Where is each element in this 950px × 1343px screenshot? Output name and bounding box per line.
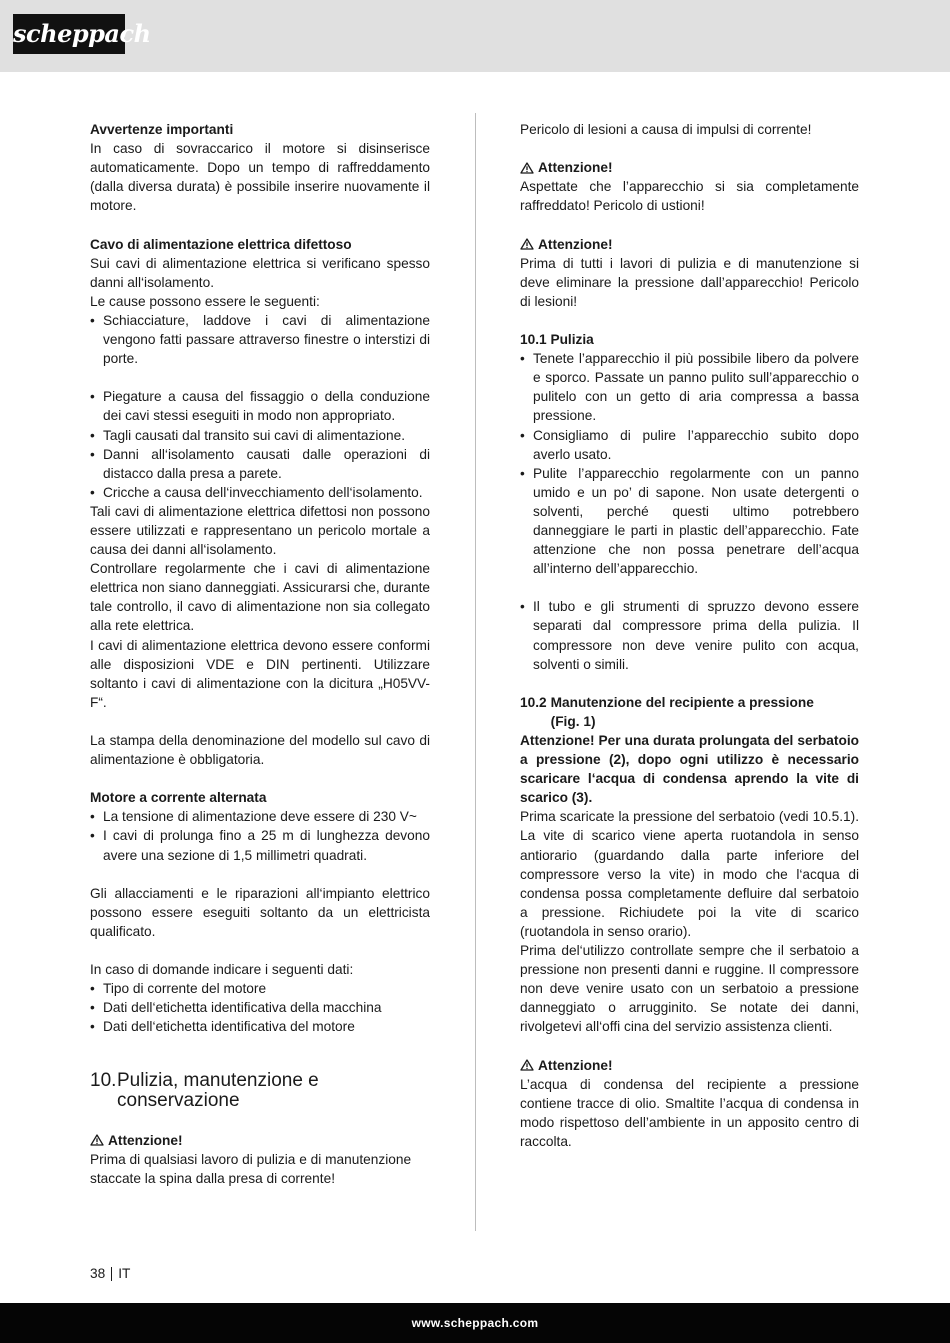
list-item: • Dati dell‘etichetta identificativa della macchina <box>90 998 430 1017</box>
important-text: In caso di sovraccarico il motore si disinserisce automaticamente. Dopo un tempo di raffreddamento (dalla diversa durata) è possibile inserire nuovamente il motore. <box>90 141 430 214</box>
list-item: • Tipo di corrente del motore <box>90 979 430 998</box>
maintenance-title <box>520 693 859 731</box>
warning-text: L’acqua di condensa del recipiente a pressione contiene tracce di olio. Smaltite l’acqua di condensa in modo rispettoso dell’ambiente in un apposito centro di raccolta. <box>520 1076 859 1149</box>
right-column <box>520 120 859 1151</box>
list-item: • Dati dell‘etichetta identificativa del motore <box>90 1017 430 1036</box>
warning-label: Attenzione! <box>538 160 613 176</box>
cable-para-4: La stampa della denominazione del modello sul cavo di alimentazione è obbligatoria. <box>90 733 430 768</box>
cable-title: Cavo di alimentazione elettrica difettoso <box>90 236 352 252</box>
ac-motor-para-1: Gli allacciamenti e le riparazioni all‘impianto elettrico possono essere eseguiti soltanto da un elettricista qualificato. <box>90 885 430 939</box>
warning-heading <box>520 1056 859 1075</box>
ac-motor-para-2: In caso di domande indicare i seguenti dati: <box>90 962 354 978</box>
warning-triangle-icon <box>90 1134 104 1146</box>
section-title-line-2: conservazione <box>117 1089 240 1111</box>
subsection-number: 10.2 <box>520 694 547 710</box>
warning-text: Aspettate che l’apparecchio si sia completamente raffreddato! Pericolo di ustioni! <box>520 179 859 214</box>
important-title: Avvertenze importanti <box>90 122 234 137</box>
cleaning-title: 10.1 Pulizia <box>520 332 594 348</box>
warning-heading <box>520 235 859 254</box>
right-intro: Pericolo di lesioni a causa di impulsi di corrente! <box>520 122 812 137</box>
cable-para-2: Controllare regolarmente che i cavi di alimentazione elettrica non siano danneggiati. Assicurarsi che, durante tale controllo, il cavo di alimentazione non sia collegato alla rete elettrica. <box>90 561 430 634</box>
list-item: • La tensione di alimentazione deve essere di 230 V~ <box>90 807 430 826</box>
list-item: • Danni all‘isolamento causati dalle operazioni di distacco dalla presa a parete. <box>90 445 430 483</box>
cable-intro: Sui cavi di alimentazione elettrica si verificano spesso danni all‘isolamento. <box>90 255 430 290</box>
maintenance-title-line-2: (Fig. 1) <box>550 713 596 729</box>
maintenance-title-line-1: Manutenzione del recipiente a pressione <box>550 694 814 710</box>
page-number-value: 38 <box>90 1266 106 1281</box>
cable-para-1: Tali cavi di alimentazione elettrica difettosi non possono essere utilizzati e rappresentano un pericolo mortale a causa dei danni all‘isolamento. <box>90 503 430 558</box>
warning-text: Prima di tutti i lavori di pulizia e di manutenzione si deve eliminare la pressione dall’apparecchio! Pericolo di lesioni! <box>520 255 859 309</box>
maintenance-para-1: Prima scaricate la pressione del serbatoio (vedi 10.5.1). La vite di scarico viene aperta ruotandola in senso antiorario (guardando dalla parte inferiore del compressore verso la vite) in modo che l‘acqua di condensa possa completamente defluire dal serbatoio a pressione. Richiudete poi la vite di scarico (ruotandola in senso orario). <box>520 809 859 939</box>
list-item: • Pulite l’apparecchio regolarmente con un panno umido e un po’ di sapone. Non usate detergenti o solventi, perché questi ultimo potrebbero danneggiare le parti in plastic dell’apparecchio. Fate attenzione che non possa penetrare dell’acqua all’interno dell’apparecchio. <box>520 464 859 579</box>
list-item: • I cavi di prolunga fino a 25 m di lunghezza devono avere una sezione di 1,5 millimetri quadrati. <box>90 826 430 864</box>
warning-triangle-icon <box>520 1059 534 1071</box>
causes-list-b <box>90 387 430 502</box>
list-item: • Consigliamo di pulire l’apparecchio subito dopo averlo usato. <box>520 426 859 464</box>
list-item: • Cricche a causa dell‘invecchiamento dell‘isolamento. <box>90 483 430 502</box>
list-item: • Piegature a causa del fissaggio o della conduzione dei cavi stessi eseguiti in modo non appropriato. <box>90 387 430 425</box>
list-item: • Schiacciature, laddove i cavi di alimentazione vengono fatti passare attraverso finestre o interstizi di porte. <box>90 311 430 368</box>
maintenance-bold-text: Attenzione! Per una durata prolungata del serbatoio a pressione (2), dopo ogni utilizzo è necessario scaricare l‘acqua di condensa aprendo la vite di scarico (3). <box>520 733 859 806</box>
page-number <box>90 1266 130 1282</box>
causes-intro: Le cause possono essere le seguenti: <box>90 293 320 309</box>
causes-list-a <box>90 311 430 368</box>
warning-heading <box>520 158 859 177</box>
section-10-title <box>90 1071 430 1111</box>
column-divider <box>475 113 476 1231</box>
warning-triangle-icon <box>520 162 534 174</box>
brand-logo: scheppach <box>13 14 125 54</box>
warning-label: Attenzione! <box>108 1132 183 1148</box>
language-code: IT <box>118 1266 131 1281</box>
list-item: • Il tubo e gli strumenti di spruzzo devono essere separati dal compressore prima della pulizia. Il compressore non deve venire pulito con acqua, solventi o simili. <box>520 597 859 673</box>
warning-label: Attenzione! <box>538 236 613 252</box>
warning-triangle-icon <box>520 238 534 250</box>
list-item: • Tenete l’apparecchio il più possibile libero da polvere e sporco. Passate un panno pulito sull’apparecchio o pulitelo con un getto di aria compressa a bassa pressione. <box>520 349 859 425</box>
cleaning-list <box>520 349 859 578</box>
left-column <box>90 120 430 1188</box>
cleaning-list-2 <box>520 597 859 673</box>
data-list <box>90 979 430 1036</box>
footer-url[interactable]: www.scheppach.com <box>411 1316 539 1330</box>
footer-band <box>0 1303 950 1343</box>
page-separator <box>111 1267 112 1281</box>
maintenance-para-2: Prima del‘utilizzo controllate sempre che il serbatoio a pressione non presenti danni e ruggine. Il compressore non deve venire usato con un serbatoio a pressione danneggiato o arrugginito. Se notate dei danni, rivolgetevi all‘offi cina del servizio assistenza clienti. <box>520 943 859 1035</box>
ac-motor-list <box>90 807 430 864</box>
section-number: 10. <box>90 1069 117 1091</box>
warning-text: Prima di qualsiasi lavoro di pulizia e di manutenzione staccate la spina dalla presa di corrente! <box>90 1151 412 1186</box>
section-title-line-1: Pulizia, manutenzione e <box>117 1069 319 1091</box>
warning-heading <box>90 1131 430 1150</box>
cable-para-3: I cavi di alimentazione elettrica devono essere conformi alle disposizioni VDE e DIN pertinenti. Utilizzare soltanto i cavi di alimentazione con la dicitura „H05VV-F“. <box>90 637 430 710</box>
list-item: • Tagli causati dal transito sui cavi di alimentazione. <box>90 426 430 445</box>
ac-motor-title: Motore a corrente alternata <box>90 790 267 806</box>
warning-label: Attenzione! <box>538 1057 613 1073</box>
